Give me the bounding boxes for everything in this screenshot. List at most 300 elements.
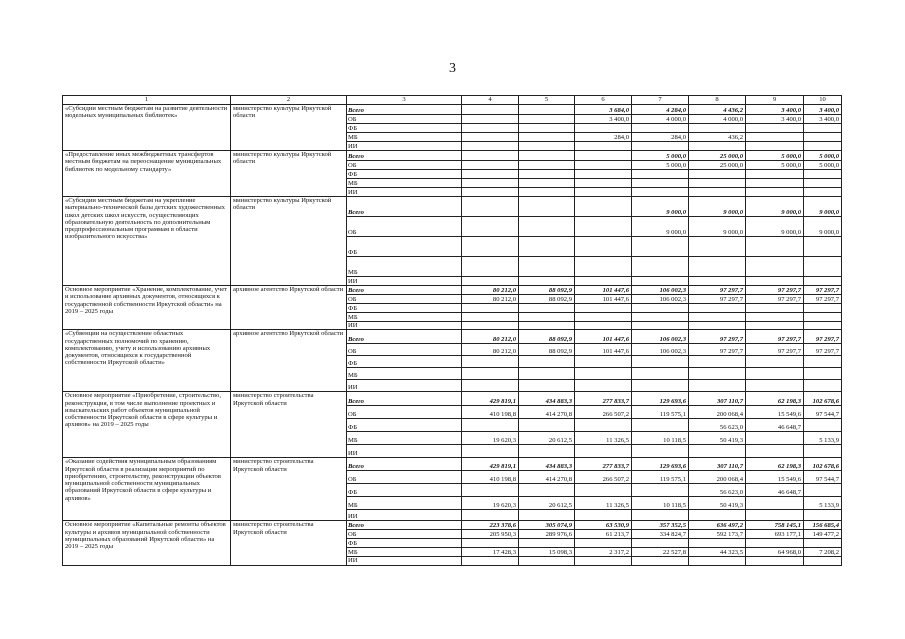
executor-cell: министерство культуры Иркутской области xyxy=(231,197,347,286)
amount-cell xyxy=(689,179,746,188)
funding-source-cell: ИИ xyxy=(347,557,462,565)
amount-cell xyxy=(519,217,575,237)
amount-cell xyxy=(746,304,804,313)
amount-cell xyxy=(689,322,746,330)
amount-cell: 284,0 xyxy=(632,133,689,142)
amount-cell xyxy=(462,170,519,179)
funding-source-cell: Всего xyxy=(347,151,462,161)
amount-cell: 3 400,0 xyxy=(746,105,804,115)
amount-cell xyxy=(804,539,842,548)
funding-source-cell: ФБ xyxy=(347,304,462,313)
amount-cell xyxy=(746,380,804,392)
amount-cell xyxy=(462,313,519,322)
amount-cell xyxy=(746,322,804,330)
amount-cell xyxy=(689,188,746,197)
amount-cell: 9 000,0 xyxy=(689,197,746,217)
column-header: 9 xyxy=(746,96,804,105)
amount-cell: 80 212,0 xyxy=(462,330,519,344)
amount-cell: 61 213,7 xyxy=(575,530,632,539)
amount-cell xyxy=(519,188,575,197)
amount-cell: 106 002,3 xyxy=(632,295,689,304)
funding-source-cell: МБ xyxy=(347,432,462,445)
amount-cell: 11 326,5 xyxy=(575,497,632,510)
amount-cell xyxy=(689,445,746,458)
amount-cell: 4 284,0 xyxy=(632,105,689,115)
amount-cell xyxy=(746,179,804,188)
amount-cell xyxy=(632,304,689,313)
executor-cell: архивное агентство Иркутской области xyxy=(231,330,347,392)
amount-cell xyxy=(519,161,575,170)
amount-cell xyxy=(746,356,804,368)
amount-cell xyxy=(519,322,575,330)
table-row xyxy=(63,392,842,406)
amount-cell: 88 092,9 xyxy=(519,286,575,295)
amount-cell xyxy=(575,419,632,432)
amount-cell xyxy=(746,170,804,179)
amount-cell: 101 447,6 xyxy=(575,330,632,344)
amount-cell: 3 400,0 xyxy=(804,115,842,124)
amount-cell xyxy=(462,105,519,115)
amount-cell: 119 575,1 xyxy=(632,406,689,419)
amount-cell xyxy=(575,539,632,548)
amount-cell: 200 068,4 xyxy=(689,406,746,419)
amount-cell xyxy=(575,445,632,458)
amount-cell: 5 000,0 xyxy=(746,161,804,170)
amount-cell xyxy=(519,151,575,161)
amount-cell xyxy=(575,179,632,188)
funding-source-cell: ИИ xyxy=(347,510,462,521)
amount-cell: 102 678,6 xyxy=(804,392,842,406)
page-number: 3 xyxy=(449,61,456,76)
amount-cell xyxy=(462,151,519,161)
amount-cell: 106 002,3 xyxy=(632,344,689,356)
amount-cell: 97 297,7 xyxy=(746,330,804,344)
amount-cell: 4 436,2 xyxy=(689,105,746,115)
funding-source-cell: ИИ xyxy=(347,322,462,330)
amount-cell: 97 297,7 xyxy=(689,286,746,295)
amount-cell xyxy=(804,133,842,142)
amount-cell: 11 326,5 xyxy=(575,432,632,445)
amount-cell: 4 000,0 xyxy=(632,115,689,124)
funding-source-cell: ИИ xyxy=(347,445,462,458)
funding-source-cell: Всего xyxy=(347,105,462,115)
amount-cell: 44 323,5 xyxy=(689,548,746,557)
amount-cell: 9 000,0 xyxy=(689,217,746,237)
amount-cell xyxy=(689,510,746,521)
amount-cell xyxy=(462,539,519,548)
amount-cell: 17 428,3 xyxy=(462,548,519,557)
amount-cell xyxy=(689,277,746,286)
amount-cell xyxy=(519,105,575,115)
amount-cell: 56 623,0 xyxy=(689,484,746,497)
amount-cell xyxy=(689,356,746,368)
funding-source-cell: ИИ xyxy=(347,188,462,197)
amount-cell xyxy=(689,313,746,322)
amount-cell: 97 544,7 xyxy=(804,406,842,419)
amount-cell xyxy=(632,188,689,197)
amount-cell: 5 000,0 xyxy=(632,151,689,161)
amount-cell xyxy=(632,539,689,548)
amount-cell: 56 623,0 xyxy=(689,419,746,432)
amount-cell xyxy=(804,304,842,313)
amount-cell xyxy=(462,419,519,432)
amount-cell xyxy=(575,277,632,286)
amount-cell xyxy=(462,115,519,124)
amount-cell: 101 447,6 xyxy=(575,295,632,304)
amount-cell: 758 145,1 xyxy=(746,521,804,530)
amount-cell xyxy=(632,277,689,286)
amount-cell xyxy=(462,510,519,521)
amount-cell: 5 000,0 xyxy=(746,151,804,161)
amount-cell xyxy=(519,179,575,188)
measure-name-cell: «Субсидии местным бюджетам на развитие деятельности модельных муниципальных библиотек» xyxy=(63,105,231,151)
amount-cell: 334 824,7 xyxy=(632,530,689,539)
amount-cell xyxy=(632,142,689,151)
executor-cell: министерство культуры Иркутской области xyxy=(231,105,347,151)
amount-cell: 277 833,7 xyxy=(575,458,632,471)
amount-cell: 9 000,0 xyxy=(632,217,689,237)
amount-cell xyxy=(575,217,632,237)
amount-cell xyxy=(462,179,519,188)
funding-source-cell: ИИ xyxy=(347,277,462,286)
funding-source-cell: МБ xyxy=(347,368,462,380)
amount-cell xyxy=(519,133,575,142)
funding-source-cell: МБ xyxy=(347,179,462,188)
amount-cell: 80 212,0 xyxy=(462,344,519,356)
amount-cell xyxy=(462,124,519,133)
amount-cell: 149 477,2 xyxy=(804,530,842,539)
amount-cell xyxy=(575,161,632,170)
amount-cell: 64 968,0 xyxy=(746,548,804,557)
amount-cell: 62 198,3 xyxy=(746,392,804,406)
amount-cell xyxy=(575,313,632,322)
amount-cell xyxy=(462,322,519,330)
amount-cell: 3 400,0 xyxy=(746,115,804,124)
amount-cell: 50 419,3 xyxy=(689,497,746,510)
amount-cell xyxy=(746,277,804,286)
amount-cell xyxy=(632,484,689,497)
amount-cell: 97 297,7 xyxy=(689,344,746,356)
amount-cell xyxy=(689,368,746,380)
amount-cell xyxy=(462,237,519,257)
amount-cell: 5 000,0 xyxy=(804,161,842,170)
amount-cell xyxy=(575,237,632,257)
executor-cell: министерство культуры Иркутской области xyxy=(231,151,347,197)
amount-cell xyxy=(519,197,575,217)
amount-cell xyxy=(689,170,746,179)
amount-cell: 97 544,7 xyxy=(804,471,842,484)
funding-source-cell: ФБ xyxy=(347,356,462,368)
amount-cell xyxy=(804,237,842,257)
amount-cell: 3 400,0 xyxy=(804,105,842,115)
amount-cell: 97 297,7 xyxy=(689,295,746,304)
amount-cell xyxy=(689,557,746,565)
amount-cell: 693 177,1 xyxy=(746,530,804,539)
amount-cell xyxy=(804,170,842,179)
table-row xyxy=(63,286,842,295)
amount-cell: 25 000,0 xyxy=(689,161,746,170)
amount-cell xyxy=(804,142,842,151)
amount-cell xyxy=(632,237,689,257)
amount-cell: 9 000,0 xyxy=(804,197,842,217)
funding-source-cell: ОБ xyxy=(347,217,462,237)
amount-cell: 156 685,4 xyxy=(804,521,842,530)
amount-cell: 46 648,7 xyxy=(746,419,804,432)
amount-cell: 284,0 xyxy=(575,133,632,142)
funding-source-cell: ФБ xyxy=(347,419,462,432)
amount-cell xyxy=(746,557,804,565)
amount-cell: 3 400,0 xyxy=(575,115,632,124)
amount-cell: 4 000,0 xyxy=(689,115,746,124)
amount-cell xyxy=(746,133,804,142)
amount-cell xyxy=(804,257,842,277)
amount-cell: 429 819,1 xyxy=(462,392,519,406)
amount-cell xyxy=(746,124,804,133)
executor-cell: министерство строительства Иркутской области xyxy=(231,392,347,458)
funding-source-cell: Всего xyxy=(347,286,462,295)
amount-cell: 429 819,1 xyxy=(462,458,519,471)
amount-cell: 414 270,8 xyxy=(519,471,575,484)
column-header: 1 xyxy=(63,96,231,105)
amount-cell xyxy=(519,115,575,124)
amount-cell xyxy=(519,170,575,179)
amount-cell: 19 620,3 xyxy=(462,497,519,510)
amount-cell xyxy=(519,445,575,458)
amount-cell xyxy=(575,188,632,197)
amount-cell: 97 297,7 xyxy=(804,295,842,304)
amount-cell xyxy=(632,356,689,368)
amount-cell: 9 000,0 xyxy=(632,197,689,217)
amount-cell xyxy=(575,510,632,521)
amount-cell xyxy=(804,368,842,380)
amount-cell xyxy=(575,170,632,179)
column-header: 5 xyxy=(519,96,575,105)
amount-cell: 266 507,2 xyxy=(575,406,632,419)
amount-cell xyxy=(519,484,575,497)
amount-cell xyxy=(519,257,575,277)
amount-cell xyxy=(804,380,842,392)
funding-source-cell: МБ xyxy=(347,497,462,510)
amount-cell xyxy=(575,151,632,161)
amount-cell: 592 173,7 xyxy=(689,530,746,539)
amount-cell xyxy=(575,124,632,133)
amount-cell: 277 833,7 xyxy=(575,392,632,406)
funding-source-cell: ОБ xyxy=(347,471,462,484)
amount-cell xyxy=(462,161,519,170)
column-header: 8 xyxy=(689,96,746,105)
table-row xyxy=(63,197,842,217)
amount-cell xyxy=(519,368,575,380)
amount-cell xyxy=(462,557,519,565)
amount-cell: 5 000,0 xyxy=(632,161,689,170)
amount-cell: 25 000,0 xyxy=(689,151,746,161)
amount-cell: 88 092,9 xyxy=(519,344,575,356)
header-row xyxy=(63,96,842,105)
amount-cell xyxy=(519,237,575,257)
funding-source-cell: ФБ xyxy=(347,170,462,179)
amount-cell: 50 419,3 xyxy=(689,432,746,445)
amount-cell: 305 074,9 xyxy=(519,521,575,530)
amount-cell xyxy=(632,445,689,458)
amount-cell xyxy=(519,304,575,313)
funding-source-cell: ФБ xyxy=(347,484,462,497)
measure-name-cell: «Предоставление иных межбюджетных трансфертов местным бюджетам на переоснащение муниципальных библиотек по модельному стандарту» xyxy=(63,151,231,197)
amount-cell xyxy=(575,368,632,380)
amount-cell xyxy=(804,188,842,197)
funding-source-cell: ФБ xyxy=(347,237,462,257)
amount-cell xyxy=(689,257,746,277)
amount-cell xyxy=(632,419,689,432)
column-header: 4 xyxy=(462,96,519,105)
amount-cell: 266 507,2 xyxy=(575,471,632,484)
amount-cell xyxy=(746,237,804,257)
amount-cell xyxy=(462,368,519,380)
amount-cell: 410 198,8 xyxy=(462,406,519,419)
amount-cell xyxy=(575,257,632,277)
amount-cell xyxy=(519,510,575,521)
amount-cell xyxy=(575,557,632,565)
amount-cell xyxy=(746,539,804,548)
amount-cell xyxy=(746,188,804,197)
funding-source-cell: Всего xyxy=(347,392,462,406)
amount-cell xyxy=(519,277,575,286)
table-row xyxy=(63,105,842,115)
amount-cell xyxy=(462,277,519,286)
budget-table xyxy=(62,95,842,566)
amount-cell xyxy=(689,124,746,133)
amount-cell xyxy=(804,419,842,432)
amount-cell xyxy=(462,142,519,151)
amount-cell xyxy=(462,356,519,368)
amount-cell xyxy=(689,304,746,313)
amount-cell: 129 693,6 xyxy=(632,458,689,471)
amount-cell xyxy=(462,133,519,142)
amount-cell: 410 198,8 xyxy=(462,471,519,484)
amount-cell xyxy=(689,539,746,548)
measure-name-cell: Основное мероприятие «Капитальные ремонты объектов культуры и архивов муниципальной собственности муниципальных образований Иркутской области» на 2019 – 2025 годы xyxy=(63,521,231,565)
amount-cell: 97 297,7 xyxy=(804,344,842,356)
amount-cell xyxy=(632,322,689,330)
amount-cell: 88 092,9 xyxy=(519,295,575,304)
amount-cell xyxy=(632,170,689,179)
amount-cell xyxy=(804,557,842,565)
amount-cell xyxy=(804,510,842,521)
amount-cell xyxy=(804,356,842,368)
amount-cell: 63 530,9 xyxy=(575,521,632,530)
funding-source-cell: ИИ xyxy=(347,142,462,151)
amount-cell: 106 002,3 xyxy=(632,330,689,344)
amount-cell: 19 620,3 xyxy=(462,432,519,445)
funding-source-cell: Всего xyxy=(347,330,462,344)
amount-cell: 97 297,7 xyxy=(746,344,804,356)
funding-source-cell: ОБ xyxy=(347,530,462,539)
amount-cell xyxy=(632,313,689,322)
funding-source-cell: МБ xyxy=(347,257,462,277)
amount-cell xyxy=(632,257,689,277)
measure-name-cell: Основное мероприятие «Приобретение, строительство, реконструкция, в том числе выполнение проектных и изыскательских работ объектов муниципальной собственности Иркутской области в сфере культуры и архивов» на 2019 – 2025 годы xyxy=(63,392,231,458)
amount-cell: 205 950,3 xyxy=(462,530,519,539)
funding-source-cell: ОБ xyxy=(347,295,462,304)
amount-cell: 3 684,0 xyxy=(575,105,632,115)
amount-cell: 101 447,6 xyxy=(575,286,632,295)
amount-cell: 97 297,7 xyxy=(746,295,804,304)
amount-cell: 101 447,6 xyxy=(575,344,632,356)
amount-cell xyxy=(746,497,804,510)
amount-cell: 414 270,8 xyxy=(519,406,575,419)
table-row xyxy=(63,330,842,344)
column-header: 10 xyxy=(804,96,842,105)
amount-cell xyxy=(462,257,519,277)
amount-cell xyxy=(462,217,519,237)
amount-cell: 80 212,0 xyxy=(462,295,519,304)
amount-cell xyxy=(575,356,632,368)
amount-cell xyxy=(746,142,804,151)
amount-cell: 307 110,7 xyxy=(689,392,746,406)
column-header: 3 xyxy=(347,96,462,105)
funding-source-cell: ИИ xyxy=(347,380,462,392)
amount-cell: 15 098,3 xyxy=(519,548,575,557)
amount-cell: 289 976,6 xyxy=(519,530,575,539)
amount-cell: 80 212,0 xyxy=(462,286,519,295)
amount-cell: 62 198,3 xyxy=(746,458,804,471)
amount-cell xyxy=(804,322,842,330)
amount-cell xyxy=(804,484,842,497)
measure-name-cell: «Субвенции на осуществление областных государственных полномочий по хранению, комплектованию, учету и использованию архивных документов, относящихся к государственной собственности Иркутской области» xyxy=(63,330,231,392)
amount-cell: 7 208,2 xyxy=(804,548,842,557)
funding-source-cell: МБ xyxy=(347,313,462,322)
amount-cell: 434 883,3 xyxy=(519,458,575,471)
amount-cell xyxy=(746,313,804,322)
amount-cell xyxy=(575,197,632,217)
amount-cell xyxy=(804,277,842,286)
amount-cell: 20 612,5 xyxy=(519,497,575,510)
funding-source-cell: ОБ xyxy=(347,115,462,124)
executor-cell: министерство строительства Иркутской области xyxy=(231,458,347,521)
amount-cell: 15 549,6 xyxy=(746,471,804,484)
amount-cell xyxy=(689,142,746,151)
funding-source-cell: ФБ xyxy=(347,539,462,548)
amount-cell xyxy=(462,197,519,217)
amount-cell: 102 678,6 xyxy=(804,458,842,471)
amount-cell: 10 118,5 xyxy=(632,432,689,445)
amount-cell xyxy=(519,539,575,548)
amount-cell: 9 000,0 xyxy=(804,217,842,237)
amount-cell xyxy=(804,179,842,188)
amount-cell: 434 883,3 xyxy=(519,392,575,406)
funding-source-cell: Всего xyxy=(347,521,462,530)
amount-cell xyxy=(575,484,632,497)
table-row xyxy=(63,458,842,471)
amount-cell xyxy=(519,313,575,322)
amount-cell xyxy=(804,124,842,133)
amount-cell xyxy=(804,313,842,322)
amount-cell: 10 118,5 xyxy=(632,497,689,510)
amount-cell xyxy=(519,124,575,133)
amount-cell xyxy=(519,557,575,565)
amount-cell xyxy=(575,142,632,151)
amount-cell xyxy=(632,510,689,521)
amount-cell: 15 549,6 xyxy=(746,406,804,419)
amount-cell xyxy=(632,557,689,565)
measure-name-cell: «Оказание содействия муниципальным образованиям Иркутской области в реализации мероприятий по приобретению, строительству, реконструкции объектов муниципальной собственности муниципальных образований Иркутской области в сфере культуры и архивов» xyxy=(63,458,231,521)
amount-cell: 106 002,3 xyxy=(632,286,689,295)
amount-cell: 20 612,5 xyxy=(519,432,575,445)
column-header: 2 xyxy=(231,96,347,105)
amount-cell xyxy=(746,368,804,380)
amount-cell: 223 378,6 xyxy=(462,521,519,530)
amount-cell: 22 527,8 xyxy=(632,548,689,557)
amount-cell xyxy=(632,380,689,392)
